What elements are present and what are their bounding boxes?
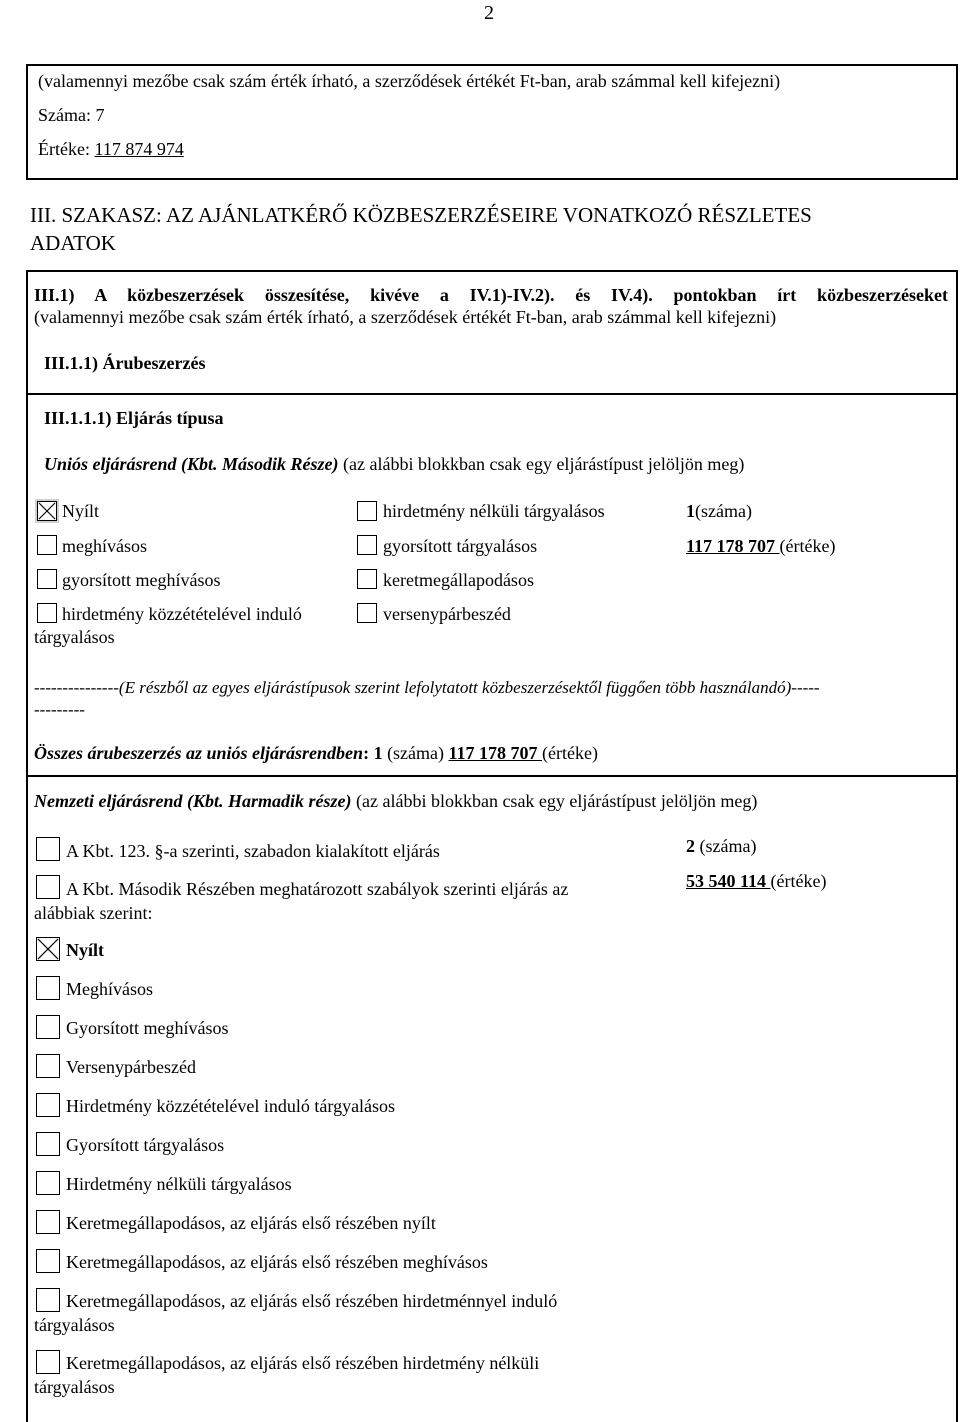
checkbox-eu-open[interactable]: [37, 501, 57, 521]
eu-regime-line: [44, 453, 744, 476]
contracts-value-label: Értéke:: [38, 139, 95, 159]
checkbox-national-framework-restricted[interactable]: [36, 1249, 60, 1273]
checkbox-eu-accelerated-restricted[interactable]: [37, 569, 57, 589]
national-kbt-second-part-label-1: A Kbt. Második Részében meghatározott szabályok szerinti eljárás az: [66, 879, 569, 899]
iii1-note: (valamennyi mezőbe csak szám érték írható, a szerződések értékét Ft-ban, arab számmal kell kifejezni): [34, 307, 777, 327]
separator-note-line1: ---------------(E részből az egyes eljárástípusok szerint lefolytatott közbeszerzésektől függően több használandó)-----: [34, 678, 820, 697]
eu-count-label: (száma): [695, 501, 752, 521]
checkbox-national-negotiated-without-notice[interactable]: [36, 1171, 60, 1195]
goods-total-value-label: (értéke): [542, 743, 598, 763]
national-restricted-label: Meghívásos: [66, 979, 153, 999]
eu-framework-label: keretmegállapodásos: [383, 570, 534, 590]
separator-note-line2: ---------: [34, 700, 85, 719]
page-number: 2: [484, 2, 494, 24]
checkbox-national-restricted[interactable]: [36, 976, 60, 1000]
national-count-label: (száma): [695, 836, 757, 856]
national-negotiated-without-notice-label: Hirdetmény nélküli tárgyalásos: [66, 1174, 292, 1194]
eu-restricted-label: meghívásos: [62, 536, 147, 556]
goods-total-count: 1: [373, 743, 383, 763]
eu-negotiated-with-notice-label-2: tárgyalásos: [34, 627, 115, 647]
contracts-value-value: 117 874 974: [94, 139, 184, 159]
eu-negotiated-without-notice-label: hirdetmény nélküli tárgyalásos: [383, 501, 605, 521]
eu-value: [686, 535, 835, 558]
checkbox-eu-negotiated-with-notice[interactable]: [37, 603, 57, 623]
goods-total: [34, 742, 598, 765]
eu-value-value: 117 178 707: [686, 536, 780, 556]
checkbox-eu-restricted[interactable]: [37, 535, 57, 555]
national-framework-with-notice-label-2: tárgyalásos: [34, 1315, 115, 1335]
national-count-value: 2: [686, 836, 695, 856]
checkmark-x-icon: [38, 502, 56, 520]
checkmark-x-icon: [37, 938, 59, 960]
checkbox-national-competitive-dialogue[interactable]: [36, 1054, 60, 1078]
national-value: [686, 870, 826, 893]
contracts-note: (valamennyi mezőbe csak szám érték írható, a szerződések értékét Ft-ban, arab számmal kell kifejezni): [38, 71, 781, 91]
goods-total-label: Összes árubeszerzés az uniós eljárásrendben: [34, 743, 364, 763]
checkbox-eu-accelerated-negotiated[interactable]: [357, 535, 377, 555]
checkbox-national-framework-without-notice[interactable]: [36, 1350, 60, 1374]
goods-total-count-label: (száma): [382, 743, 449, 763]
national-framework-without-notice-label-1: Keretmegállapodásos, az eljárás első részében hirdetmény nélküli: [66, 1353, 540, 1373]
checkbox-eu-negotiated-without-notice[interactable]: [357, 501, 377, 521]
national-framework-without-notice-label-2: tárgyalásos: [34, 1377, 115, 1397]
eu-count-value: 1: [686, 501, 695, 521]
national-framework-open-label: Keretmegállapodásos, az eljárás első részében nyílt: [66, 1213, 436, 1233]
checkbox-national-framework-with-notice[interactable]: [36, 1288, 60, 1312]
checkbox-eu-framework[interactable]: [357, 569, 377, 589]
contracts-count-value: 7: [95, 105, 105, 125]
contracts-value: [38, 138, 184, 161]
contracts-count-label: Száma:: [38, 105, 96, 125]
procedure-type-heading: III.1.1.1) Eljárás típusa: [44, 408, 224, 428]
national-regime-title: Nemzeti eljárásrend (Kbt. Harmadik része): [34, 791, 352, 811]
section-title-line2: ADATOK: [30, 231, 116, 255]
eu-accelerated-negotiated-label: gyorsított tárgyalásos: [383, 536, 538, 556]
national-competitive-dialogue-label: Versenypárbeszéd: [66, 1057, 196, 1077]
national-negotiated-with-notice-label: Hirdetmény közzétételével induló tárgyalásos: [66, 1096, 396, 1116]
national-kbt-second-part-label-2: alábbiak szerint:: [34, 903, 153, 923]
checkbox-national-negotiated-with-notice[interactable]: [36, 1093, 60, 1117]
eu-regime-title: Uniós eljárásrend (Kbt. Második Része): [44, 454, 339, 474]
divider: [26, 393, 958, 395]
checkbox-national-kbt123[interactable]: [36, 837, 60, 861]
checkbox-national-open[interactable]: [36, 937, 60, 961]
goods-total-colon: :: [363, 743, 374, 763]
national-accelerated-negotiated-label: Gyorsított tárgyalásos: [66, 1135, 225, 1155]
national-regime-line: [34, 790, 757, 813]
checkbox-national-accelerated-negotiated[interactable]: [36, 1132, 60, 1156]
contracts-count: [38, 104, 104, 127]
checkbox-national-kbt-second-part[interactable]: [36, 875, 60, 899]
national-open-label: Nyílt: [66, 940, 104, 960]
national-framework-restricted-label: Keretmegállapodásos, az eljárás első részében meghívásos: [66, 1252, 488, 1272]
iii1-heading: III.1) A közbeszerzések összesítése, kivéve a IV.1)-IV.2). és IV.4). pontokban írt közbeszerzéseket: [34, 285, 948, 305]
national-regime-note: (az alábbi blokkban csak egy eljárástípust jelöljön meg): [351, 791, 758, 811]
checkbox-eu-competitive-dialogue[interactable]: [357, 603, 377, 623]
eu-competitive-dialogue-label: versenypárbeszéd: [383, 604, 511, 624]
eu-count: [686, 500, 752, 523]
divider: [26, 775, 958, 777]
eu-open-label: Nyílt: [62, 501, 100, 521]
checkbox-national-accelerated-restricted[interactable]: [36, 1015, 60, 1039]
eu-regime-note: (az alábbi blokkban csak egy eljárástípust jelöljön meg): [338, 454, 745, 474]
goods-total-value: 117 178 707: [448, 743, 543, 763]
goods-heading: III.1.1) Árubeszerzés: [44, 353, 206, 373]
national-value-value: 53 540 114: [686, 871, 771, 891]
eu-negotiated-with-notice-label-1: hirdetmény közzétételével induló: [62, 604, 302, 624]
section-title-line1: III. SZAKASZ: AZ AJÁNLATKÉRŐ KÖZBESZERZÉSEIRE VONATKOZÓ RÉSZLETES: [30, 203, 812, 227]
checkbox-national-framework-open[interactable]: [36, 1210, 60, 1234]
eu-value-label: (értéke): [779, 536, 836, 556]
eu-accelerated-restricted-label: gyorsított meghívásos: [62, 570, 221, 590]
national-kbt123-label: A Kbt. 123. §-a szerinti, szabadon kialakított eljárás: [66, 841, 440, 861]
national-framework-with-notice-label-1: Keretmegállapodásos, az eljárás első részében hirdetménnyel induló: [66, 1291, 558, 1311]
national-value-label: (értéke): [770, 871, 827, 891]
national-count: [686, 835, 756, 858]
national-accelerated-restricted-label: Gyorsított meghívásos: [66, 1018, 229, 1038]
